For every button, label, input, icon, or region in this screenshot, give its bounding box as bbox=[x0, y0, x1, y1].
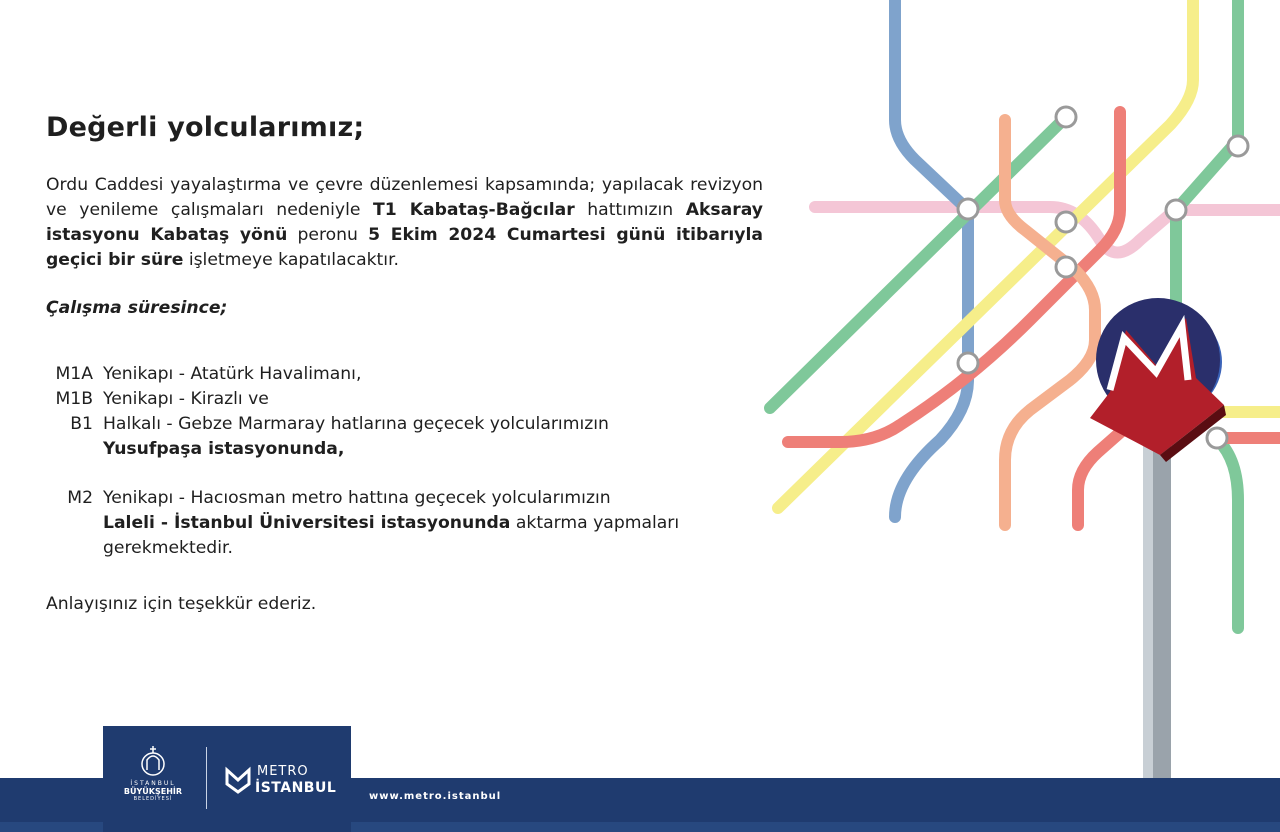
para-text-3: peronu bbox=[287, 225, 369, 245]
metro-istanbul-logo-icon bbox=[225, 766, 251, 794]
line-code: M1A bbox=[55, 364, 93, 384]
line-text-rest: aktarma yapmaları gerekmektedir. bbox=[103, 513, 680, 558]
transfer-station: Laleli - İstanbul Üniversitesi istasyonunda bbox=[103, 513, 511, 533]
line-text: Yenikapı - Atatürk Havalimanı, bbox=[103, 364, 362, 384]
during-label: Çalışma süresince; bbox=[46, 298, 228, 318]
para-text-4: işletmeye kapatılacaktır. bbox=[183, 250, 400, 270]
ibb-line1: İSTANBUL bbox=[130, 780, 176, 787]
ibb-emblem-icon bbox=[139, 744, 167, 778]
line-name: T1 Kabataş-Bağcılar bbox=[372, 200, 575, 220]
istanbul-word: İSTANBUL bbox=[255, 780, 337, 796]
page-title: Değerli yolcularımız; bbox=[46, 112, 365, 143]
line-text-main: Yenikapı - Hacıosman metro hattına geçecek yolcularımızın bbox=[103, 488, 611, 508]
list-item bbox=[46, 486, 766, 561]
ibb-line3: BELEDİYESİ bbox=[133, 796, 173, 802]
metro-sign-icon bbox=[1090, 298, 1226, 800]
alternatives-list bbox=[46, 362, 766, 561]
ibb-logo bbox=[103, 744, 203, 802]
para-text-1: Ordu Caddesi yayalaştırma ve çevre düzenlemesi kapsamında; yapılacak revizyon ve yenileme çalışmaları nedeniyle bbox=[46, 175, 763, 220]
ibb-line2: BÜYÜKŞEHİR bbox=[123, 787, 183, 796]
para-text-2: hattımızın bbox=[574, 200, 686, 220]
announcement-paragraph bbox=[46, 173, 763, 273]
list-item bbox=[46, 387, 766, 412]
thanks-text: Anlayışınız için teşekkür ederiz. bbox=[46, 594, 317, 614]
logo-block bbox=[103, 726, 351, 832]
line-text bbox=[103, 486, 766, 561]
metro-istanbul-logo bbox=[225, 762, 351, 802]
line-text bbox=[103, 412, 766, 462]
line-code: M1B bbox=[55, 389, 93, 409]
line-text: Yenikapı - Kirazlı ve bbox=[103, 389, 269, 409]
website-link[interactable]: www.metro.istanbul bbox=[369, 791, 502, 802]
closure-date: 5 Ekim 2024 Cumartesi günü itibarıyla geçici bir süre bbox=[46, 225, 763, 270]
list-item bbox=[46, 362, 766, 387]
station-name: Aksaray istasyonu Kabataş yönü bbox=[46, 200, 763, 245]
logo-divider bbox=[206, 747, 207, 809]
transfer-station: Yusufpaşa istasyonunda, bbox=[103, 439, 345, 459]
line-code: M2 bbox=[67, 488, 93, 508]
line-text-main: Halkalı - Gebze Marmaray hatlarına geçecek yolcularımızın bbox=[103, 414, 609, 434]
metro-word: METRO bbox=[257, 764, 309, 779]
list-item bbox=[46, 412, 766, 462]
line-code: B1 bbox=[70, 414, 93, 434]
